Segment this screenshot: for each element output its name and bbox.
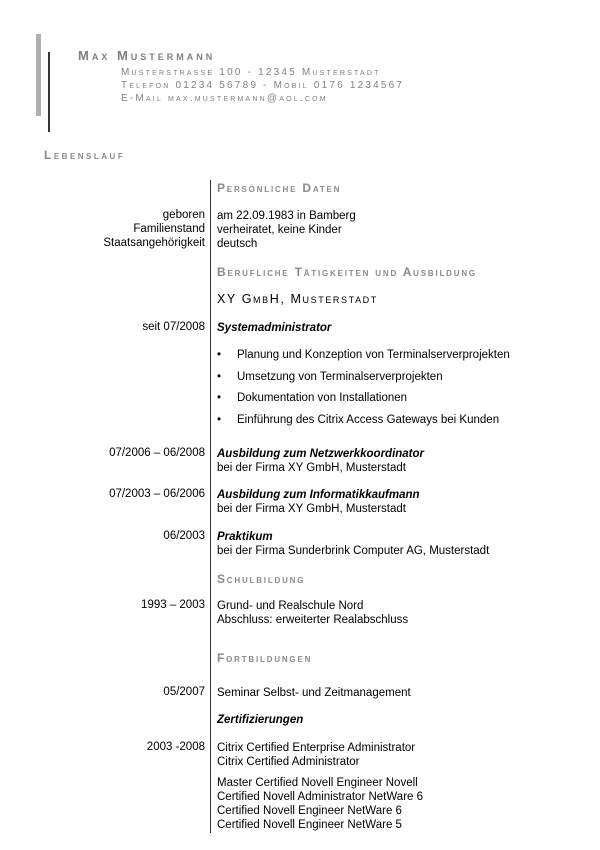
- task-text: Dokumentation von Installationen: [237, 392, 408, 404]
- seminar-title: Seminar Selbst- und Zeitmanagement: [217, 687, 411, 699]
- label-nationality: Staatsangehörigkeit: [103, 237, 205, 249]
- task-item: [217, 349, 510, 361]
- cert-date: 2003 -2008: [146, 741, 205, 753]
- employer-name: XY GmbH, Musterstadt: [217, 292, 378, 306]
- section-heading-school: Schulbildung: [217, 572, 306, 586]
- email-line: E-Mail max.mustermann@aol.com: [121, 93, 328, 104]
- certifications-heading: Zertifizierungen: [217, 714, 304, 726]
- section-heading-training: Fortbildungen: [217, 651, 313, 665]
- task-text: Planung und Konzeption von Terminalserverprojekten: [237, 349, 510, 361]
- entry-date: 07/2003 – 06/2006: [109, 488, 205, 500]
- entry-title: Praktikum: [217, 531, 273, 543]
- school-date: 1993 – 2003: [141, 599, 205, 611]
- section-heading-personal: Persönliche Daten: [217, 181, 342, 195]
- task-text: Umsetzung von Terminalserverprojekten: [237, 371, 443, 383]
- job-date: seit 07/2008: [142, 321, 205, 333]
- entry-title: Ausbildung zum Informatikkaufmann: [217, 489, 420, 501]
- value-marital-status: verheiratet, keine Kinder: [217, 224, 342, 236]
- cert-item: Certified Novell Administrator NetWare 6: [217, 791, 424, 803]
- bullet-icon: •: [217, 371, 222, 383]
- bullet-icon: •: [217, 349, 222, 361]
- timeline-rule: [210, 180, 211, 833]
- cert-item: Citrix Certified Enterprise Administrator: [217, 742, 416, 754]
- phone-line: Telefon 01234 56789 - Mobil 0176 1234567: [121, 80, 405, 91]
- header-divider-line: [48, 52, 50, 132]
- cert-item: Certified Novell Engineer NetWare 6: [217, 805, 402, 817]
- header-accent-bar: [36, 34, 41, 116]
- seminar-date: 05/2007: [163, 686, 205, 698]
- label-marital-status: Familienstand: [133, 223, 205, 235]
- entry-date: 06/2003: [163, 530, 205, 542]
- cert-item: Master Certified Novell Engineer Novell: [217, 777, 418, 789]
- entry-detail: bei der Firma XY GmbH, Musterstadt: [217, 462, 406, 474]
- school-name: Grund- und Realschule Nord: [217, 600, 364, 612]
- entry-detail: bei der Firma XY GmbH, Musterstadt: [217, 503, 406, 515]
- cert-item: Citrix Certified Administrator: [217, 756, 360, 768]
- value-born: am 22.09.1983 in Bamberg: [217, 210, 356, 222]
- bullet-icon: •: [217, 392, 222, 404]
- applicant-name: Max Mustermann: [78, 48, 216, 63]
- entry-date: 07/2006 – 06/2008: [109, 447, 205, 459]
- bullet-icon: •: [217, 414, 222, 426]
- document-title: Lebenslauf: [44, 148, 126, 162]
- entry-detail: bei der Firma Sunderbrink Computer AG, Musterstadt: [217, 545, 490, 557]
- task-text: Einführung des Citrix Access Gateways bei Kunden: [237, 414, 500, 426]
- address-line: Musterstrasse 100 - 12345 Musterstadt: [121, 67, 381, 78]
- section-heading-career: Berufliche Tätigkeiten und Ausbildung: [217, 265, 477, 279]
- school-degree: Abschluss: erweiterter Realabschluss: [217, 614, 409, 626]
- entry-title: Ausbildung zum Netzwerkkoordinator: [217, 448, 425, 460]
- cert-item: Certified Novell Engineer NetWare 5: [217, 819, 402, 831]
- task-item: [217, 392, 407, 404]
- label-born: geboren: [162, 209, 205, 221]
- task-item: [217, 371, 443, 383]
- job-title: Systemadministrator: [217, 322, 332, 334]
- value-nationality: deutsch: [217, 238, 258, 250]
- task-item: [217, 414, 499, 426]
